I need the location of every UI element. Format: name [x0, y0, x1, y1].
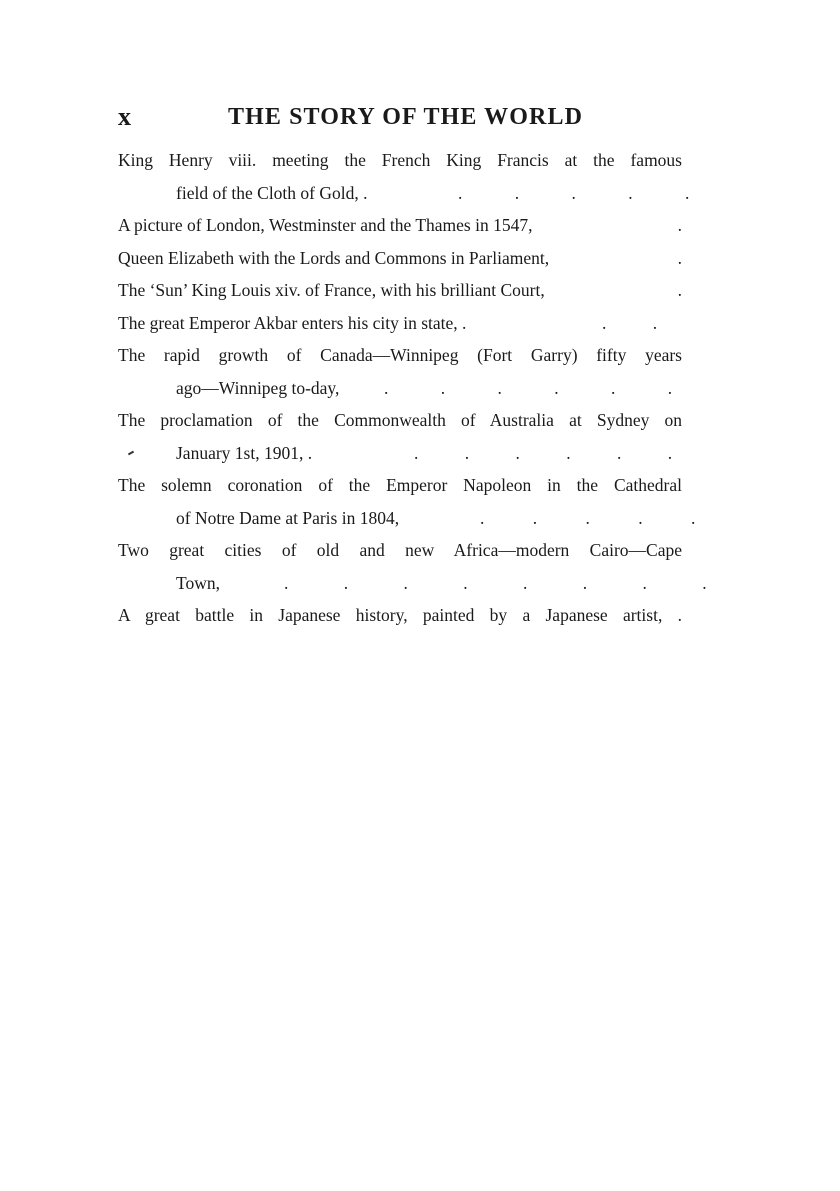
- list-item: [118, 469, 696, 534]
- entry-line: Queen Elizabeth with the Lords and Commons in Parliament,: [118, 247, 550, 268]
- entry-line: Town,: [176, 572, 220, 593]
- entry-line: Two great cities of old and new Africa—modern Cairo—Cape: [118, 540, 682, 560]
- entry-line: The great Emperor Akbar enters his city in state, .: [118, 312, 467, 333]
- running-title: THE STORY OF THE WORLD: [228, 104, 583, 130]
- entry-line: A great battle in Japanese history, painted by a Japanese artist, .: [118, 605, 682, 625]
- entry-line: ago—Winnipeg to-day,: [176, 377, 340, 398]
- entry-line: The solemn coronation of the Emperor Napoleon in the Cathedral: [118, 475, 682, 495]
- entry-line: January 1st, 1901, .: [176, 442, 313, 463]
- list-item: [118, 274, 682, 307]
- entry-line: The ‘Sun’ King Louis xiv. of France, with his brilliant Court,: [118, 280, 545, 300]
- dot-leader: . . . . .: [480, 507, 696, 528]
- dot-leader: . . . . . .: [414, 442, 673, 463]
- dot-leader: .: [677, 280, 682, 300]
- list-item: [118, 209, 682, 242]
- entry-line: King Henry viii. meeting the French King Francis at the famous: [118, 150, 682, 170]
- entry-line: of Notre Dame at Paris in 1804,: [176, 507, 400, 528]
- dot-leader: . . . . . . . .: [284, 572, 707, 593]
- entry-line: A picture of London, Westminster and the Thames in 1547,: [118, 215, 533, 235]
- list-item: [118, 599, 682, 632]
- page-number: x: [118, 102, 131, 131]
- dot-leader: .: [677, 215, 682, 235]
- list-item: [118, 404, 682, 469]
- list-item: [118, 242, 682, 275]
- illustrations-list: [118, 144, 707, 632]
- list-item: [118, 534, 707, 599]
- entry-line: field of the Cloth of Gold, .: [176, 182, 368, 203]
- entry-line: The proclamation of the Commonwealth of Australia at Sydney on: [118, 410, 682, 430]
- dot-leader: . . . . . .: [384, 377, 673, 398]
- dot-leader: .: [677, 247, 682, 268]
- entry-line: The rapid growth of Canada—Winnipeg (Fort Garry) fifty years: [118, 345, 682, 365]
- running-head: [118, 100, 682, 134]
- dot-leader: . . . . .: [458, 182, 690, 203]
- list-item: [118, 307, 682, 340]
- list-item: [118, 144, 690, 209]
- list-item: [118, 339, 682, 404]
- dot-leader: . .: [602, 312, 658, 333]
